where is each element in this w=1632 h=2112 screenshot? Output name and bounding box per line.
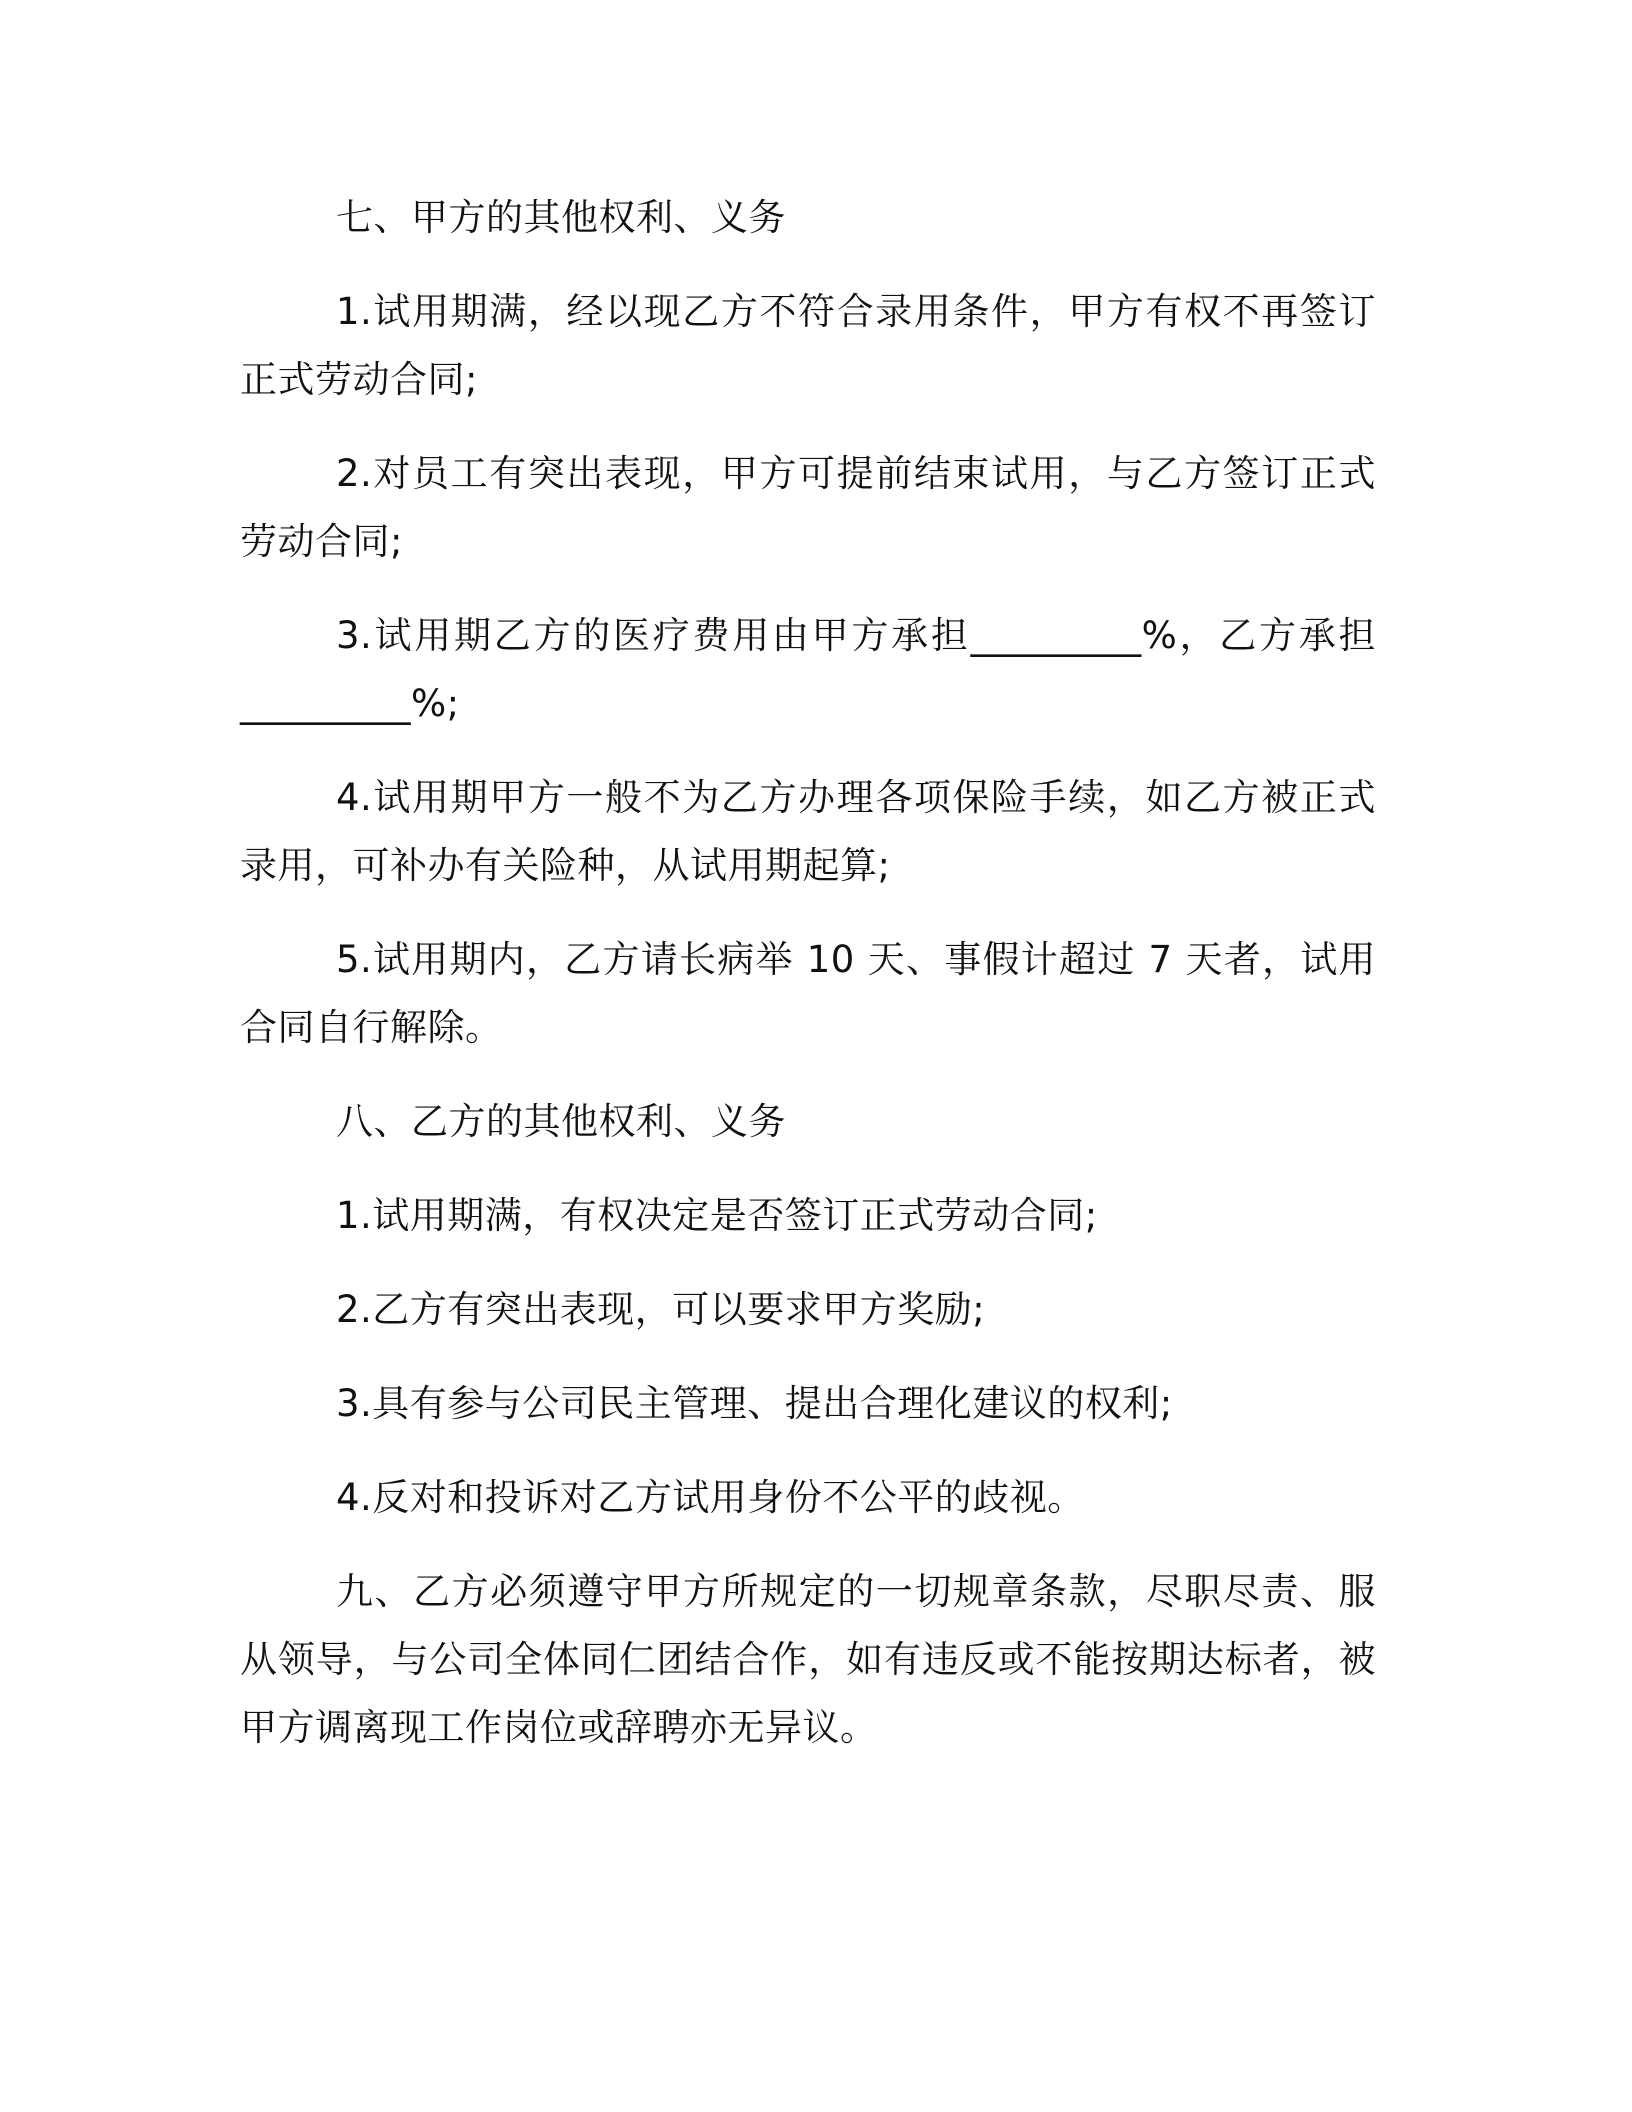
section-8-item-3: 3.具有参与公司民主管理、提出合理化建议的权利; (336, 1382, 1173, 1425)
section-8-item-1: 1.试用期满，有权决定是否签订正式劳动合同; (336, 1194, 1098, 1237)
section-7-item-3: 3.试用期乙方的医疗费用由甲方承担_________%，乙方承担_________%; (240, 614, 1376, 725)
section-7-heading: 七、甲方的其他权利、义务 (336, 196, 786, 239)
document-body (240, 184, 1376, 1788)
section-7-item-2: 2.对员工有突出表现，甲方可提前结束试用，与乙方签订正式劳动合同; (240, 452, 1376, 563)
section-7-item-5: 5.试用期内，乙方请长病举 10 天、事假计超过 7 天者，试用合同自行解除。 (240, 938, 1376, 1049)
section-8-item-4: 4.反对和投诉对乙方试用身份不公平的歧视。 (336, 1476, 1085, 1519)
section-8-item-2: 2.乙方有突出表现，可以要求甲方奖励; (336, 1288, 986, 1331)
section-8-heading: 八、乙方的其他权利、义务 (336, 1100, 786, 1143)
section-9-paragraph: 九、乙方必须遵守甲方所规定的一切规章条款，尽职尽责、服从领导，与公司全体同仁团结合作，如有违反或不能按期达标者，被甲方调离现工作岗位或辞聘亦无异议。 (240, 1570, 1376, 1749)
section-7-item-1: 1.试用期满，经以现乙方不符合录用条件，甲方有权不再签订正式劳动合同; (240, 290, 1376, 401)
section-7-item-4: 4.试用期甲方一般不为乙方办理各项保险手续，如乙方被正式录用，可补办有关险种，从试用期起算; (240, 776, 1376, 887)
